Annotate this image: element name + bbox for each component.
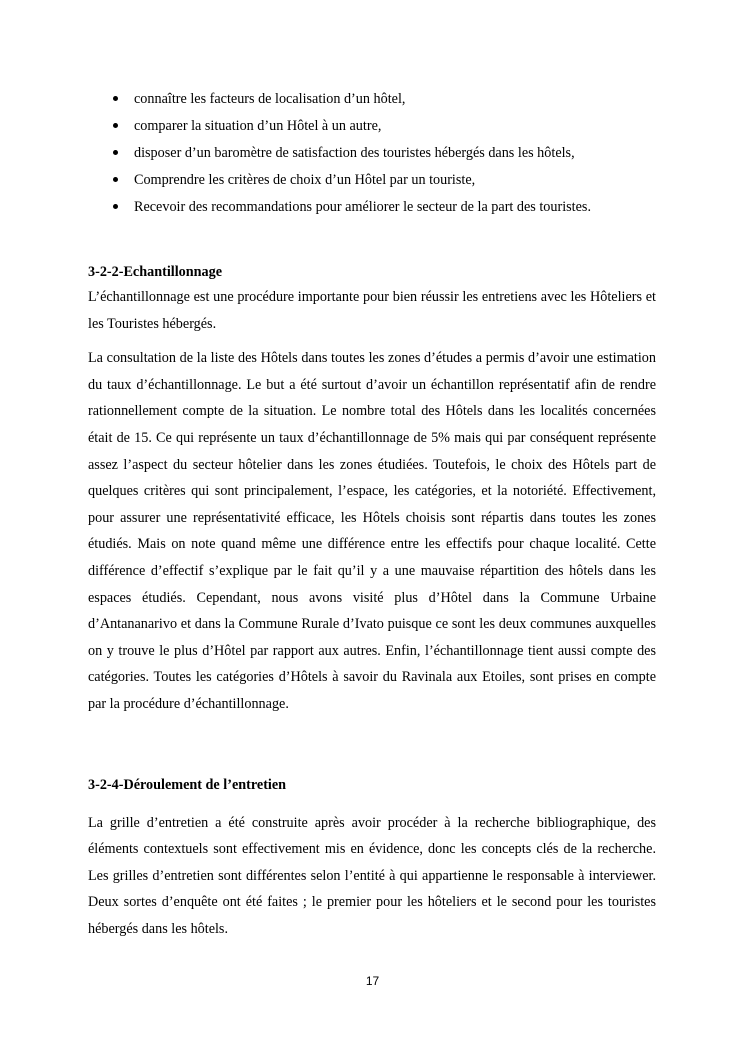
list-item-text: comparer la situation d’un Hôtel à un autre, <box>134 118 382 134</box>
section-heading-echantillonnage: 3-2-2-Echantillonnage <box>88 264 222 280</box>
document-page <box>88 88 656 942</box>
list-item-text: disposer d’un baromètre de satisfaction des touristes hébergés dans les hôtels, <box>134 145 575 161</box>
bullet-icon <box>113 123 118 128</box>
list-item-text: Comprendre les critères de choix d’un Hôtel par un touriste, <box>134 172 476 188</box>
bullet-icon <box>113 177 118 182</box>
list-item <box>88 142 656 169</box>
paragraph-deroulement: La grille d’entretien a été construite après avoir procéder à la recherche bibliographique, des éléments contextuels sont effectivement mis en évidence, donc les concepts clés de la recherche. Les grilles d’entretien sont différentes selon l’entité à qui appartienne le responsable à interviewer. Deux sortes d’enquête ont été faites ; le premier pour les hôteliers et le second pour les touristes hébergés dans les hôtels. <box>88 814 656 937</box>
list-item-text: connaître les facteurs de localisation d’un hôtel, <box>134 91 406 107</box>
list-item <box>88 169 656 196</box>
paragraph-echantillonnage-intro: L’échantillonnage est une procédure importante pour bien réussir les entretiens avec les Hôteliers et les Touristes hébergés. <box>88 289 656 332</box>
list-item <box>88 196 656 223</box>
page-number: 17 <box>365 974 380 988</box>
bullet-icon <box>113 150 118 155</box>
section-heading-deroulement: 3-2-4-Déroulement de l’entretien <box>88 776 287 793</box>
paragraph-echantillonnage-body: La consultation de la liste des Hôtels dans toutes les zones d’études a permis d’avoir une estimation du taux d’échantillonnage. Le but a été surtout d’avoir un échantillon représentatif afin de rendre rationnellement compte de la situation. Le nombre total des Hôtels dans les localités concernées était de 15. Ce qui représente un taux d’échantillonnage de 5% mais qui par conséquent représente assez l’aspect du secteur hôtelier dans les zones étudiées. Toutefois, le choix des Hôtels part de quelques critères qui sont principalement, l’espace, les catégories, et la notoriété. Effectivement, pour assurer une représentativité efficace, les Hôtels choisis sont répartis dans toutes les zones étudiés. Mais on note quand même une différence entre les effectifs pour chaque localité. Cette différence d’effectif s’explique par le fait qu’il y a une mauvaise répartition des hôtels dans les espaces étudiés. Cependant, nous avons visité plus d’Hôtel dans la Commune Urbaine d’Antananarivo et dans la Commune Rurale d’Ivato puisque ce sont les deux communes auxquelles on y trouve le plus d’Hôtel par rapport aux autres. Enfin, l’échantillonnage tient aussi compte des catégories. Toutes les catégories d’Hôtels à savoir du Ravinala aux Etoiles, sont prises en compte par la procédure d’échantillonnage. <box>88 350 656 712</box>
bullet-icon <box>113 204 118 209</box>
bullet-icon <box>113 96 118 101</box>
list-item <box>88 88 656 115</box>
list-item-text: Recevoir des recommandations pour améliorer le secteur de la part des touristes. <box>134 199 591 215</box>
list-item <box>88 115 656 142</box>
objectives-list <box>88 88 656 223</box>
